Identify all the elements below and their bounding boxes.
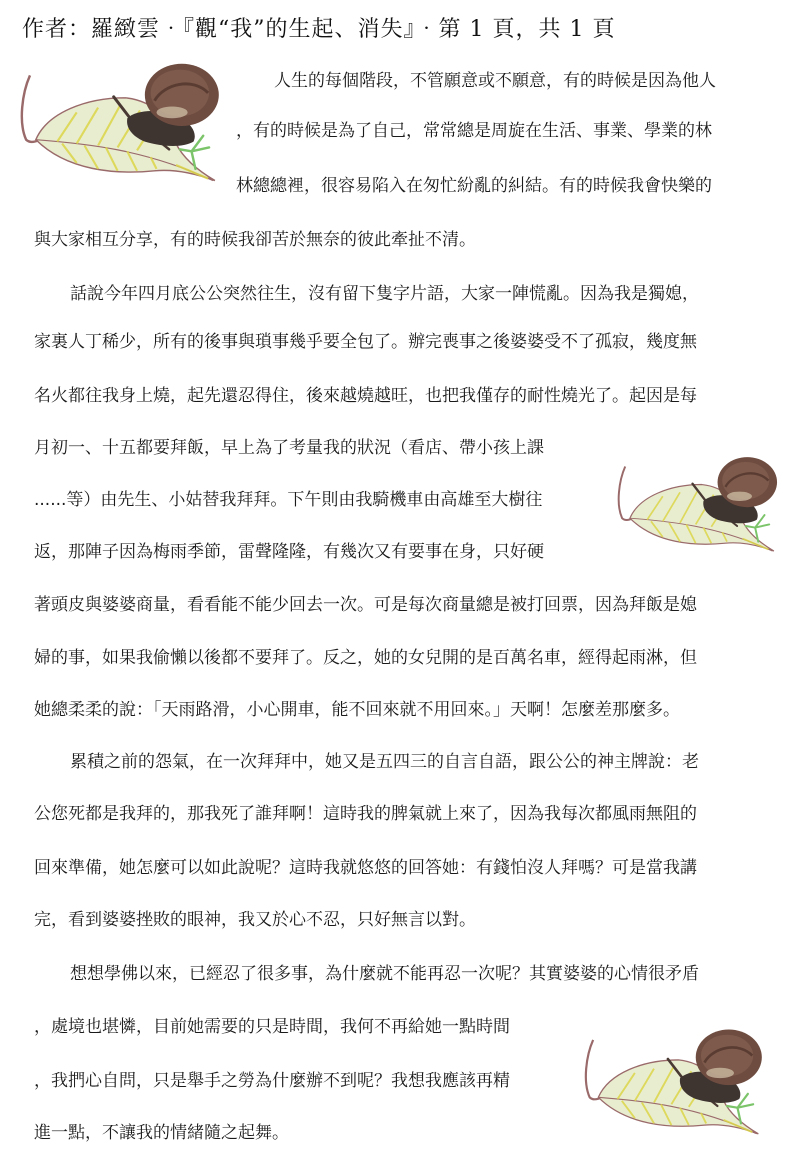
text-line-21: 進一點，不讓我的情緒隨之起舞。 [34, 1123, 289, 1143]
text-line-19: ，處境也堪憐，目前她需要的只是時間，我何不再給她一點時間 [34, 1017, 510, 1037]
text-line-14: 累積之前的怨氣，在一次拜拜中，她又是五四三的自言自語，跟公公的神主牌說：老 [70, 752, 699, 772]
snail-leaf-image-bottom [574, 1020, 774, 1152]
text-line-10: 返，那陣子因為梅雨季節，雷聲隆隆，有幾次又有要事在身，只好硬 [34, 542, 544, 562]
header-text: 作者：羅緻雲‧『觀“我”的生起、消失』‧第 1 頁，共 1 頁 [22, 17, 616, 42]
text-line-2: ，有的時候是為了自己，常常總是周旋在生活、事業、學業的林 [236, 121, 712, 141]
text-line-4: 與大家相互分享，有的時候我卻苦於無奈的彼此牽扯不清。 [34, 230, 476, 250]
text-line-9: ......等）由先生、小姑替我拜拜。下午則由我騎機車由高雄至大樹往 [34, 490, 543, 510]
text-line-1: 人生的每個階段，不管願意或不願意，有的時候是因為他人 [274, 71, 716, 91]
text-line-18: 想想學佛以來，已經忍了很多事，為什麼就不能再忍一次呢？其實婆婆的心情很矛盾 [70, 964, 699, 984]
text-line-6: 家裏人丁稀少，所有的後事與瑣事幾乎要全包了。辦完喪事之後婆婆受不了孤寂，幾度無 [34, 332, 697, 352]
text-line-8: 月初一、十五都要拜飯，早上為了考量我的狀況（看店、帶小孩上課 [34, 438, 544, 458]
text-line-3: 林總總裡，很容易陷入在匆忙紛亂的糾結。有的時候我會快樂的 [236, 176, 712, 196]
text-line-11: 著頭皮與婆婆商量，看看能不能少回去一次。可是每次商量總是被打回票，因為拜飯是媳 [34, 595, 697, 615]
text-line-20: ，我捫心自問，只是舉手之勞為什麼辦不到呢？我想我應該再精 [34, 1071, 510, 1091]
text-line-16: 回來準備，她怎麼可以如此說呢？這時我就悠悠的回答她：有錢怕沒人拜嗎？可是當我講 [34, 858, 697, 878]
document-header [22, 12, 782, 43]
text-line-17: 完，看到婆婆挫敗的眼神，我又於心不忍，只好無言以對。 [34, 910, 476, 930]
snail-leaf-image-top [8, 54, 233, 200]
text-line-13: 她總柔柔的說：「天雨路滑，小心開車，能不回來就不用回來。」天啊！怎麼差那麼多。 [34, 700, 680, 720]
snail-leaf-image-middle [608, 448, 788, 568]
text-line-7: 名火都往我身上燒，起先還忍得住，後來越燒越旺，也把我僅存的耐性燒光了。起因是每 [34, 386, 697, 406]
text-line-15: 公您死都是我拜的，那我死了誰拜啊！這時我的脾氣就上來了，因為我每次都風雨無阻的 [34, 804, 697, 824]
text-line-5: 話說今年四月底公公突然往生，沒有留下隻字片語，大家一陣慌亂。因為我是獨媳， [70, 284, 699, 304]
text-line-12: 婦的事，如果我偷懶以後都不要拜了。反之，她的女兒開的是百萬名車，經得起雨淋，但 [34, 648, 697, 668]
